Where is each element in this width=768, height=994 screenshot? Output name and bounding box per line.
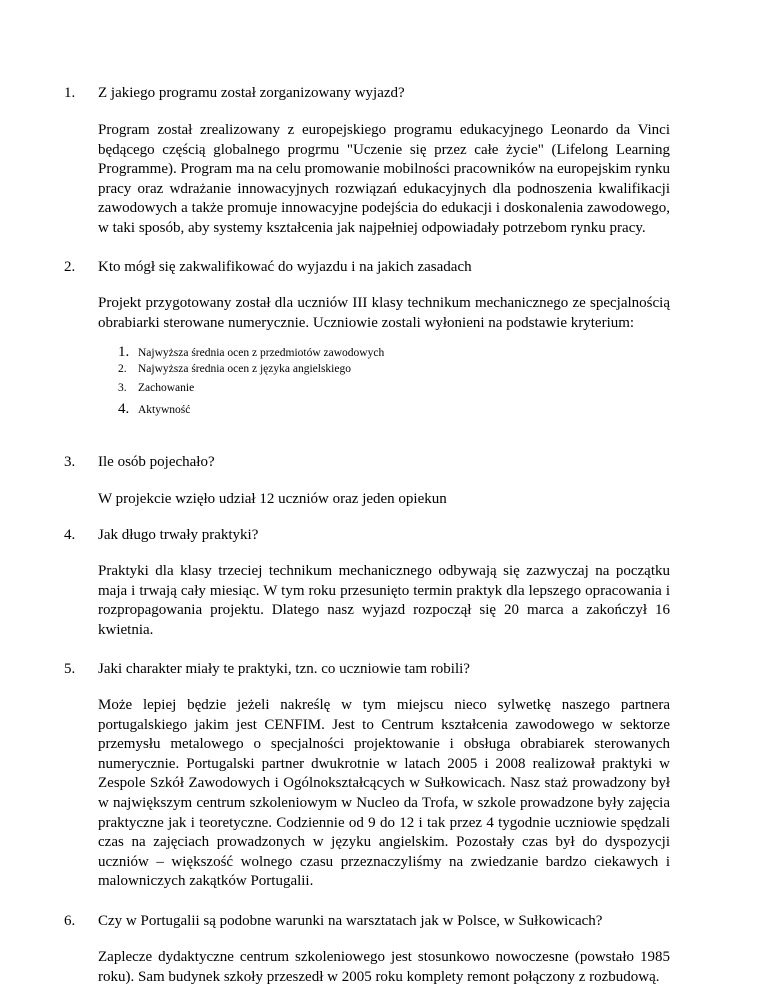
question-number: 3. [64, 454, 76, 470]
question-1 [64, 84, 405, 103]
answer-4: Praktyki dla klasy trzeciej technikum mechanicznego odbywają się zazwyczaj na początku maja i trwają cały miesiąc. W tym roku przesunięto termin praktyk dla lepszego opracowania i rozpropagowania projektu. Dlatego nasz wyjazd rozpoczął się 20 marca a zakończył 16 kwietnia. [98, 563, 670, 638]
criterion-text: Zachowanie [138, 382, 195, 394]
list-item [118, 363, 384, 382]
answer-2: Projekt przygotowany został dla uczniów III klasy technikum mechanicznego ze specjalnością obrabiarki sterowane numerycznie. Uczniowie zostali wyłonieni na podstawie kryterium: [98, 295, 670, 331]
list-item [118, 401, 384, 420]
answer-3: W projekcie wzięło udział 12 uczniów oraz jeden opiekun [98, 491, 447, 507]
criterion-text: Najwyższa średnia ocen z języka angielskiego [138, 363, 351, 375]
criterion-number: 1. [118, 344, 130, 360]
question-text: Z jakiego programu został zorganizowany wyjazd? [98, 85, 405, 101]
question-number: 5. [64, 661, 76, 677]
question-2 [64, 258, 472, 277]
question-text: Jaki charakter miały te praktyki, tzn. co uczniowie tam robili? [98, 661, 470, 677]
question-3 [64, 453, 215, 472]
criterion-text: Aktywność [138, 404, 191, 416]
question-4 [64, 526, 258, 545]
question-text: Jak długo trwały praktyki? [98, 527, 259, 543]
question-number: 2. [64, 259, 76, 275]
criteria-list [118, 344, 384, 420]
answer-6: Zaplecze dydaktyczne centrum szkoleniowego jest stosunkowo nowoczesne (powstało 1985 roku). Sam budynek szkoły przeszedł w 2005 roku komplety remont połączony z rozbudową. [98, 949, 670, 985]
question-text: Kto mógł się zakwalifikować do wyjazdu i na jakich zasadach [98, 259, 472, 275]
question-number: 1. [64, 85, 76, 101]
criterion-number: 2. [118, 363, 127, 375]
answer-5: Może lepiej będzie jeżeli nakreślę w tym miejscu nieco sylwetkę naszego partnera portugalskiego jakim jest CENFIM. Jest to Centrum kształcenia zawodowego w sektorze przemysłu metalowego o specjalności projektowanie i obsługa obrabiarek sterowanych numerycznie. Portugalski partner dwukrotnie w latach 2005 i 2008 realizował praktyki w Zespole Szkół Zawodowych i Ogólnokształcących w Sułkowicach. Nasz staż prowadzony był w największym centrum szkoleniowym w Nucleo da Trofa, w szkole prowadzone były zajęcia praktyczne jak i teoretyczne. Codziennie od 9 do 12 i tak przez 4 tygodnie uczniowie spędzali czas na zajęciach prowadzonych w języku angielskim. Pozostały czas był do dyspozycji uczniów – większość wolnego czasu przeznaczyliśmy na zwiedzanie bardzo ciekawych i malowniczych zakątków Portugalii. [98, 697, 670, 890]
criterion-number: 3. [118, 382, 127, 394]
criterion-number: 4. [118, 401, 130, 417]
question-text: Ile osób pojechało? [98, 454, 215, 470]
question-5 [64, 660, 470, 679]
question-text: Czy w Portugalii są podobne warunki na warsztatach jak w Polsce, w Sułkowicach? [98, 913, 603, 929]
list-item [118, 344, 384, 363]
answer-1: Program został zrealizowany z europejskiego programu edukacyjnego Leonardo da Vinci będącego częścią globalnego progrmu "Uczenie się przez całe życie" (Lifelong Learning Programme). Program ma na celu promowanie mobilności pracowników na europejskim rynku pracy oraz wdrażanie innowacyjnych rozwiązań edukacyjnych dla podnoszenia kwalifikacji zawodowych a także promuje innowacyjne podejścia do edukacji i doskonalenia zawodowego, w taki sposób, aby systemy kształcenia jak najpełniej odpowiadały potrzebom rynku pracy. [98, 122, 670, 236]
criterion-text: Najwyższa średnia ocen z przedmiotów zawodowych [138, 347, 385, 359]
question-number: 4. [64, 527, 76, 543]
question-number: 6. [64, 913, 76, 929]
question-6 [64, 912, 602, 931]
list-item [118, 382, 384, 401]
